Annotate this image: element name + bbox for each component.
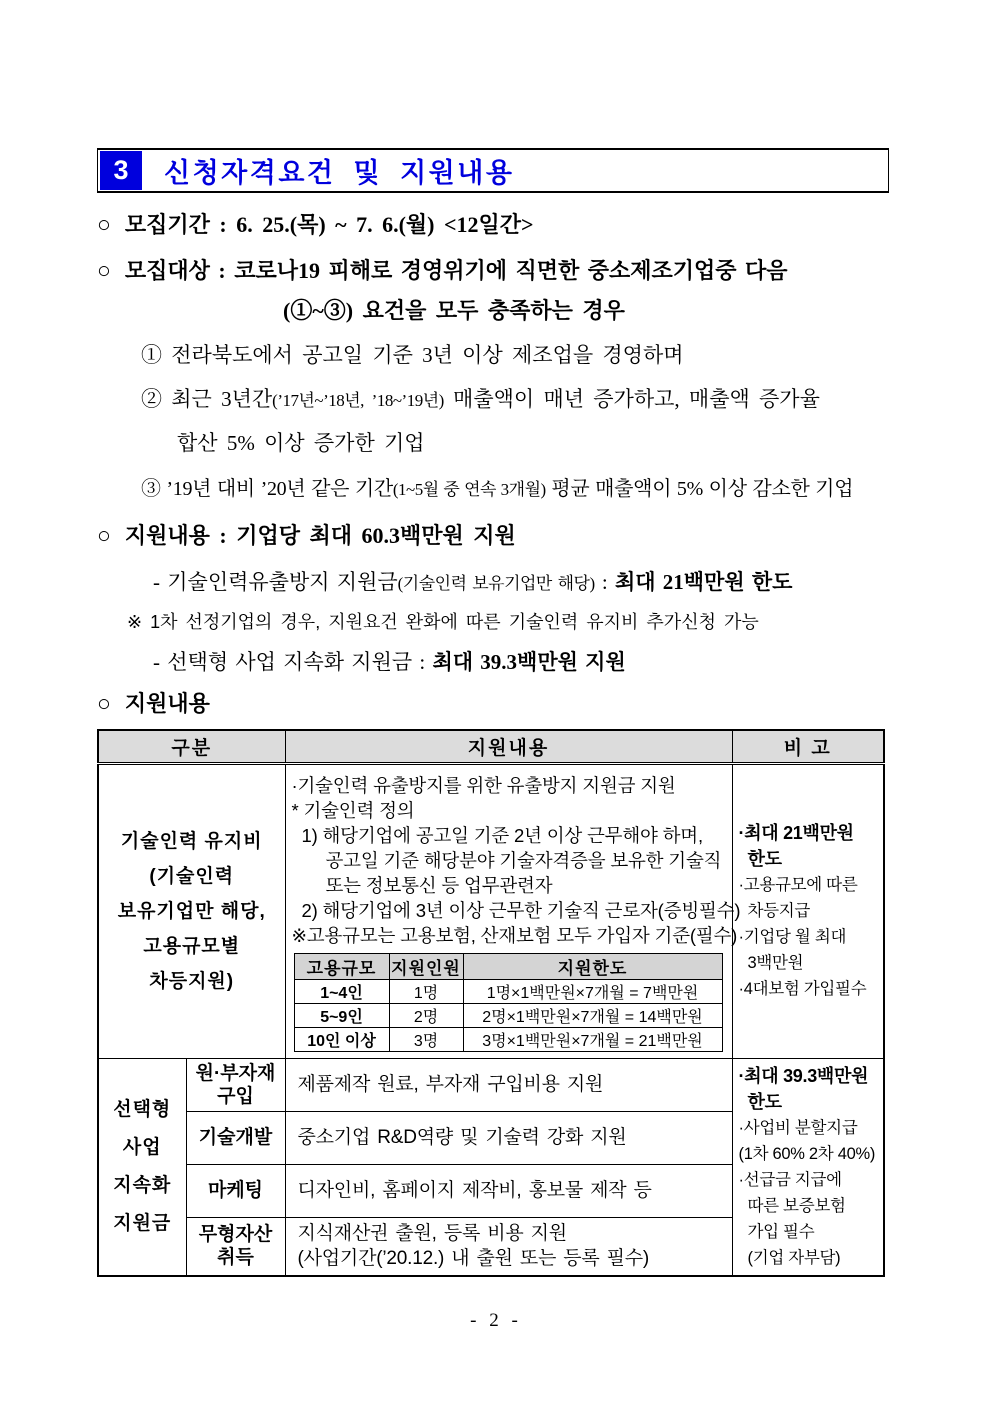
select-desc-ip: [285, 1217, 732, 1275]
inner-table-row: [294, 1003, 722, 1027]
support-item-2-line: [153, 647, 889, 677]
support-table: [97, 729, 885, 1277]
tech-category-line: 차등지원): [149, 970, 235, 992]
inner-cell: 1명: [389, 979, 463, 1003]
recruit-target-line2: [283, 296, 889, 326]
support-item-1-pre: - 기술인력유출방지 지원금: [153, 570, 398, 594]
tech-category-line: 기술인력 유지비: [120, 830, 263, 852]
page-content: [97, 148, 889, 1277]
support-item-1-paren: (기술인력 보유기업만 해당): [397, 574, 595, 593]
section-number-badge: 3: [100, 151, 142, 190]
tech-content-line: 공고일 기준 해당분야 기술자격증을 보유한 기술직: [325, 849, 722, 871]
tech-content-line: 2) 해당기업에 3년 이상 근무한 기술직 근로자(증빙필수): [301, 899, 741, 921]
tech-remark-line: ·기업당 월 최대: [738, 928, 847, 946]
condition-2-line: [141, 384, 889, 416]
tech-content-line: ·기술인력 유출방지를 위한 유출방지 지원금 지원: [291, 774, 676, 796]
section-title: 신청자격요건 및 지원내용: [164, 158, 515, 188]
recruit-target-text1: 모집대상 : 코로나19 피해로 경영위기에 직면한 중소제조기업중 다음: [124, 258, 788, 283]
support-item-1-value: 최대 21백만원 한도: [614, 570, 793, 594]
tech-remark-line: 한도: [747, 849, 782, 869]
condition-2-pre: ② 최근 3년간: [141, 387, 273, 411]
select-desc-marketing: [285, 1164, 732, 1217]
recruit-target-line1: [97, 256, 889, 286]
table-row-tech: [98, 763, 884, 1058]
recruit-period-line: [97, 210, 889, 240]
desc-line: 지식재산권 출원, 등록 비용 지원: [297, 1223, 567, 1245]
inner-header-headcount: 지원인원: [389, 953, 463, 979]
table-header-row: [98, 730, 884, 763]
table-row-select-1: [98, 1058, 884, 1111]
tech-content-line: * 기술인력 정의: [291, 799, 415, 821]
tech-remark-cell: [732, 763, 884, 1058]
inner-table-row: [294, 979, 722, 1003]
select-desc-materials: [285, 1058, 732, 1111]
tech-content-cell: [285, 763, 741, 1058]
desc-line: 제품제작 원료, 부자재 구입비용 지원: [297, 1074, 604, 1096]
tech-remark-line: 차등지급: [747, 902, 811, 920]
inner-cell: 1~4인: [294, 979, 389, 1003]
sub-label-line: 취득: [217, 1247, 254, 1269]
select-remark-line: ·선급금 지급에: [738, 1170, 842, 1189]
select-remark-line: 한도: [747, 1091, 782, 1112]
tech-content-line: 1) 해당기업에 공고일 기준 2년 이상 근무해야 하며,: [301, 824, 703, 846]
page-number: - 2 -: [470, 1310, 522, 1331]
select-remark-cell: [732, 1058, 884, 1276]
circle-bullet-icon: ○: [97, 258, 111, 283]
sub-label-line: 원·부자재: [195, 1062, 276, 1084]
inner-cell: 10인 이상: [294, 1027, 389, 1051]
tech-content-line: 또는 정보통신 등 업무관련자: [325, 874, 553, 896]
select-remark-line: ·사업비 분할지급: [738, 1118, 858, 1137]
tech-category-line: (기술인력: [149, 865, 235, 887]
select-sub-label-rnd: [186, 1111, 285, 1164]
table-header-category: 구분: [98, 730, 285, 763]
tech-content-line: ※고용규모는 고용보험, 산재보험 모두 가입자 기준(필수): [291, 924, 738, 946]
condition-2-paren: (’17년~’18년, ’18~’19년): [272, 391, 444, 410]
inner-cell: 2명×1백만원×7개월 = 14백만원: [463, 1003, 722, 1027]
select-desc-rnd: [285, 1111, 732, 1164]
inner-table-row: [294, 1027, 722, 1051]
select-remark-line: (1차 60% 2차 40%): [738, 1144, 876, 1163]
select-sub-label-marketing: [186, 1164, 285, 1217]
tech-remark-line: ·4대보험 가입필수: [738, 980, 867, 998]
recruit-period-text: 모집기간 : 6. 25.(목) ~ 7. 6.(월) <12일간>: [124, 212, 534, 237]
sub-label-line: 기술개발: [198, 1127, 273, 1149]
inner-cell: 3명: [389, 1027, 463, 1051]
select-category-cell: [98, 1058, 186, 1276]
tech-category-line: 보유기업만 해당,: [117, 900, 266, 922]
tech-remark-line: ·고용규모에 따른: [738, 876, 858, 894]
select-remark-line: ·최대 39.3백만원: [738, 1065, 869, 1086]
sub-label-line: 무형자산: [198, 1224, 273, 1246]
inner-table-header-row: [294, 953, 722, 979]
tech-category-cell: [98, 763, 285, 1058]
table-header-remark: 비 고: [732, 730, 884, 763]
desc-line: 디자인비, 홈페이지 제작비, 홍보물 제작 등: [297, 1180, 652, 1202]
select-category-line: 사업: [122, 1136, 162, 1158]
select-remark-line: 가입 필수: [747, 1222, 815, 1241]
employment-scale-table: [294, 953, 723, 1052]
desc-line: (사업기간(’20.12.) 내 출원 또는 등록 필수): [297, 1248, 650, 1270]
support-table-heading-text: 지원내용: [124, 691, 210, 716]
condition-3-paren: (1~5월 중 연속 3개월): [392, 480, 546, 499]
tech-category-line: 고용규모별: [143, 935, 241, 957]
select-category-line: 지속화: [113, 1174, 172, 1196]
inner-cell: 5~9인: [294, 1003, 389, 1027]
support-summary-line: [97, 521, 889, 551]
circle-bullet-icon: ○: [97, 523, 111, 548]
select-sub-label-materials: [186, 1058, 285, 1111]
condition-2-line2: [177, 428, 889, 458]
support-table-heading: [97, 689, 889, 719]
circle-bullet-icon: ○: [97, 691, 111, 716]
recruit-target-text2: (①~③) 요건을 모두 충족하는 경우: [283, 298, 625, 323]
support-item-1-line: [153, 567, 889, 599]
condition-3-pre: ③ ’19년 대비 ’20년 같은 기간: [141, 478, 393, 500]
support-item-2-pre: - 선택형 사업 지속화 지원금: [153, 650, 413, 674]
inner-cell: 1명×1백만원×7개월 = 7백만원: [463, 979, 722, 1003]
condition-1-line: [141, 340, 889, 370]
sub-label-line: 마케팅: [207, 1180, 264, 1202]
desc-line: 중소기업 R&D역량 및 기술력 강화 지원: [297, 1127, 627, 1149]
condition-3-post: 평균 매출액이 5% 이상 감소한 기업: [545, 478, 854, 500]
support-note-text: ※ 1차 선정기업의 경우, 지원요건 완화에 따른 기술인력 유지비 추가신청 가능: [127, 612, 759, 632]
inner-header-limit: 지원한도: [463, 953, 722, 979]
circle-bullet-icon: ○: [97, 212, 111, 237]
select-category-line: 선택형: [113, 1098, 172, 1120]
sub-label-line: 구입: [217, 1085, 254, 1107]
section-title-box: [97, 148, 889, 193]
inner-cell: 2명: [389, 1003, 463, 1027]
condition-1-text: ① 전라북도에서 공고일 기준 3년 이상 제조업을 경영하며: [141, 343, 684, 367]
tech-remark-line: 3백만원: [747, 954, 804, 972]
condition-2-post: 매출액이 매년 증가하고, 매출액 증가율: [443, 387, 820, 411]
support-item-2-sep: :: [412, 650, 433, 674]
tech-remark-line: ·최대 21백만원: [738, 823, 854, 843]
inner-header-scale: 고용규모: [294, 953, 389, 979]
table-header-content: 지원내용: [285, 730, 732, 763]
support-note-line: [127, 607, 889, 637]
condition-2-text2: 합산 5% 이상 증가한 기업: [177, 431, 425, 455]
select-remark-line: (기업 자부담): [747, 1248, 841, 1267]
support-item-1-sep: :: [594, 570, 615, 594]
select-remark-line: 따른 보증보험: [747, 1196, 846, 1215]
support-item-2-value: 최대 39.3백만원 지원: [432, 650, 626, 674]
condition-3-line: [141, 474, 889, 505]
inner-cell: 3명×1백만원×7개월 = 21백만원: [463, 1027, 722, 1051]
support-summary-text: 지원내용 : 기업당 최대 60.3백만원 지원: [124, 523, 516, 548]
select-category-line: 지원금: [113, 1212, 172, 1234]
select-sub-label-ip: [186, 1217, 285, 1275]
